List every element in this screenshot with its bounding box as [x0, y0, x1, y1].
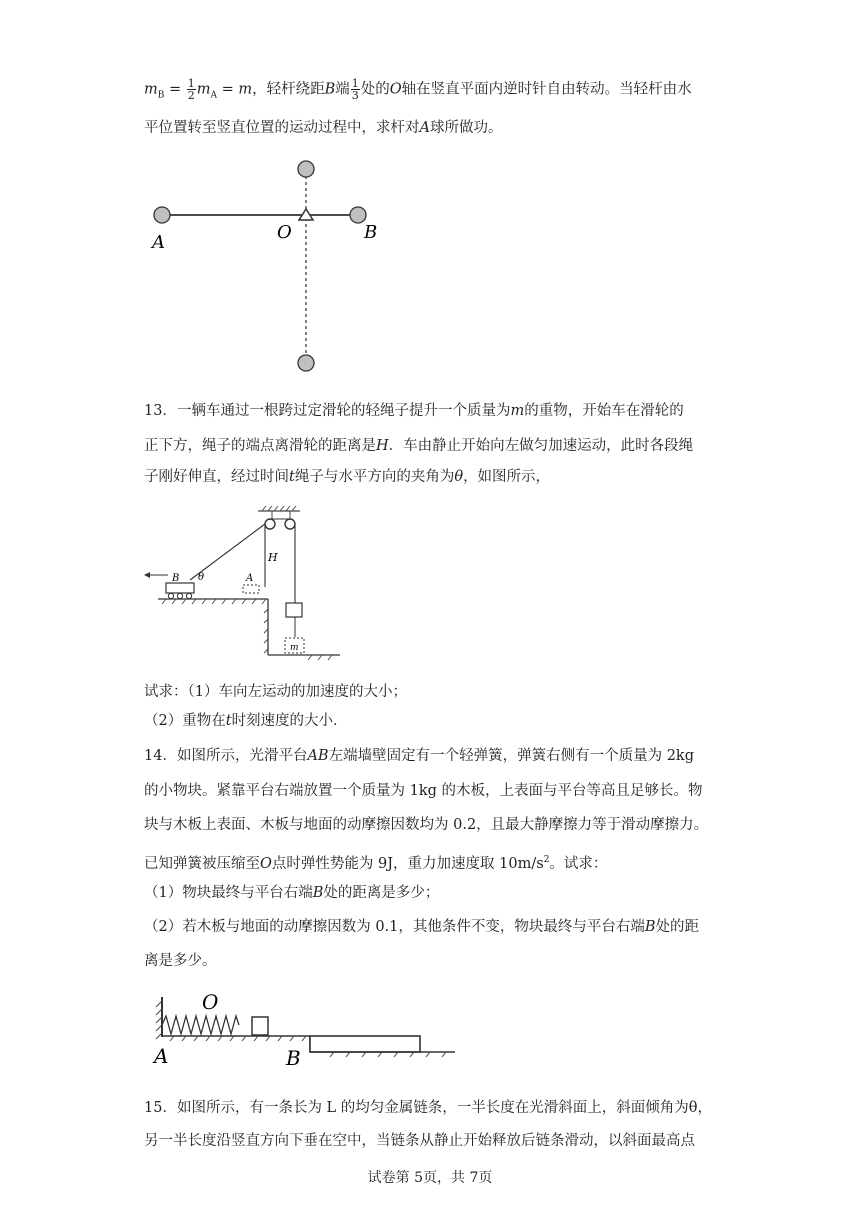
q13-line-1: 13．一辆车通过一根跨过定滑轮的轻绳子提升一个质量为m的重物，开始车在滑轮的 [144, 403, 684, 419]
pulley-car-figure [140, 505, 360, 665]
svg-text:A: A [246, 573, 254, 584]
q14-line-2: 的小物块。紧靠平台右端放置一个质量为 1kg 的木板，上表面与平台等高且足够长。物 [144, 783, 703, 799]
q14-line-5: （1）物块最终与平台右端B处的距离是多少； [144, 885, 440, 901]
q14-line-1: 14．如图所示，光滑平台AB左端墙壁固定有一个轻弹簧，弹簧右侧有一个质量为 2kg [144, 748, 694, 764]
label-a: A [152, 232, 165, 253]
label-o: O [277, 222, 292, 243]
ball-bottom [298, 355, 314, 371]
ball-b [350, 207, 366, 223]
q15-line-2: 另一半长度沿竖直方向下垂在空中，当链条从静止开始释放后链条滑动，以斜面最高点 [144, 1133, 695, 1149]
svg-text:θ: θ [198, 572, 205, 583]
q14-line-3: 块与木板上表面、木板与地面的动摩擦因数均为 0.2，且最大静摩擦力等于滑动摩擦力。 [144, 817, 709, 833]
car-body [166, 583, 194, 593]
spring-board-figure [150, 985, 470, 1070]
svg-text:H: H [268, 551, 278, 564]
label-b: B [364, 222, 378, 243]
pulley-right [285, 519, 295, 529]
fraction: $\frac{1}{3}$ [351, 77, 359, 102]
q13-ask-1: 试求：（1）车向左运动的加速度的大小； [144, 684, 407, 700]
svg-text:A: A [154, 1044, 169, 1068]
ball-top [298, 161, 314, 177]
board [310, 1036, 420, 1052]
q15-line-1: 15．如图所示，有一条长为 L 的均匀金属链条，一半长度在光滑斜面上，斜面倾角为θ， [144, 1100, 713, 1116]
weight-box [286, 603, 302, 617]
svg-text:B: B [286, 1046, 301, 1070]
small-block [252, 1017, 268, 1035]
q14-line-6: （2）若木板与地面的动摩擦因数为 0.1，其他条件不变，物块最终与平台右端B处的距 [144, 919, 700, 935]
q12-line-2: 平位置转至竖直位置的运动过程中，求杆对A球所做功。 [144, 120, 503, 136]
rod-rotation-figure [140, 150, 400, 380]
pulley-left [265, 519, 275, 529]
page-footer: 试卷第 5页，共 7页 [367, 1170, 493, 1186]
q13-line-2: 正下方，绳子的端点离滑轮的距离是H．车由静止开始向左做匀加速运动，此时各段绳 [144, 438, 694, 454]
svg-text:m: m [290, 643, 299, 653]
ball-a [154, 207, 170, 223]
fraction: $\frac{1}{2}$ [187, 77, 195, 102]
q14-line-4: 已知弹簧被压缩至O点时弹性势能为 9J，重力加速度取 $10m/s^2$。试求： [144, 855, 608, 872]
q13-line-3: 子刚好伸直，经过时间t绳子与水平方向的夹角为θ，如图所示， [144, 469, 551, 485]
q14-line-7: 离是多少。 [144, 953, 217, 969]
svg-text:O: O [202, 990, 219, 1014]
svg-text:B: B [172, 573, 180, 584]
q13-ask-2: （2）重物在t时刻速度的大小． [144, 713, 348, 729]
spring [162, 1016, 239, 1034]
q12-line-1: $m_B$ = $\frac{1}{2}$ $m_A = m$，轻杆绕距B端 $\frac{1}{3}$ 处的O轴在竖直平面内逆时针自由转动。当轻杆由水 [144, 77, 692, 102]
